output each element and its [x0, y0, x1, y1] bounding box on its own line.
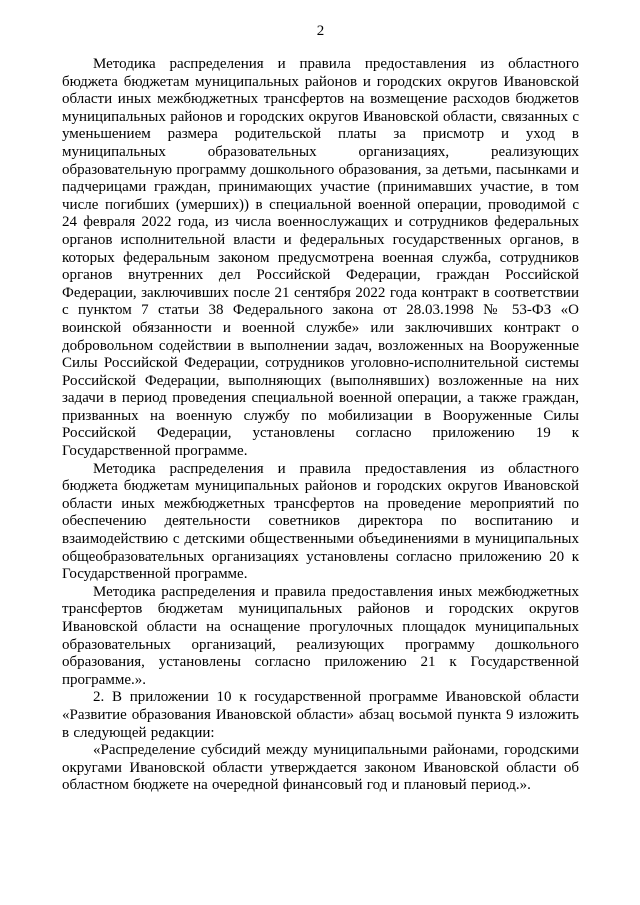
document-body: [62, 56, 579, 795]
page-number: 2: [316, 23, 325, 39]
paragraph: Методика распределения и правила предоставления из областного бюджета бюджетам муниципальных районов и городских округов Ивановской области иных межбюджетных трансфертов на проведение мероприятий по обеспечению деятельности советников директора по воспитанию и взаимодействию с детскими общественными объединениями в муниципальных общеобразовательных организациях установлены согласно приложению 20 к Государственной программе.: [62, 460, 579, 583]
paragraph: 2. В приложении 10 к государственной программе Ивановской области «Развитие образования Ивановской области» абзац восьмой пункта 9 изложить в следующей редакции:: [62, 689, 579, 741]
paragraph: «Распределение субсидий между муниципальными районами, городскими округами Ивановской области утверждается законом Ивановской области об областном бюджете на очередной финансовый год и плановый период.».: [62, 742, 579, 794]
paragraph: Методика распределения и правила предоставления из областного бюджета бюджетам муниципальных районов и городских округов Ивановской области иных межбюджетных трансфертов на возмещение расходов бюджетов муниципальных районов и городских округов Ивановской области, связанных с уменьшением размера родительской платы за присмотр и уход в муниципальных образовательных организациях, реализующих образовательную программу дошкольного образования, за детьми, пасынками и падчерицами граждан, принимающих участие (принимавших участие, в том числе погибших (умерших)) в специальной военной операции, проводимой с 24 февраля 2022 года, из числа военнослужащих и сотрудников федеральных органов исполнительной власти и федеральных государственных органов, в которых федеральным законом предусмотрена военная служба, сотрудников органов внутренних дел Российской Федерации, граждан Российской Федерации, заключивших после 21 сентября 2022 года контракт в соответствии с пунктом 7 статьи 38 Федерального закона от 28.03.1998 № 53-ФЗ «О воинской обязанности и военной службе» или заключивших контракт о добровольном содействии в выполнении задач, возложенных на Вооруженные Силы Российской Федерации, сотрудников уголовно-исполнительной системы Российской Федерации, выполняющих (выполнявших) возложенные на них задачи в период проведения специальной военной операции, а также граждан, призванных на военную службу по мобилизации в Вооруженные Силы Российской Федерации, установлены согласно приложению 19 к Государственной программе.: [62, 56, 579, 460]
paragraph: Методика распределения и правила предоставления иных межбюджетных трансфертов бюджетам муниципальных районов и городских округов Ивановской области на оснащение прогулочных площадок муниципальных образовательных организаций, реализующих программу дошкольного образования, установлены согласно приложению 21 к Государственной программе.».: [62, 583, 579, 688]
